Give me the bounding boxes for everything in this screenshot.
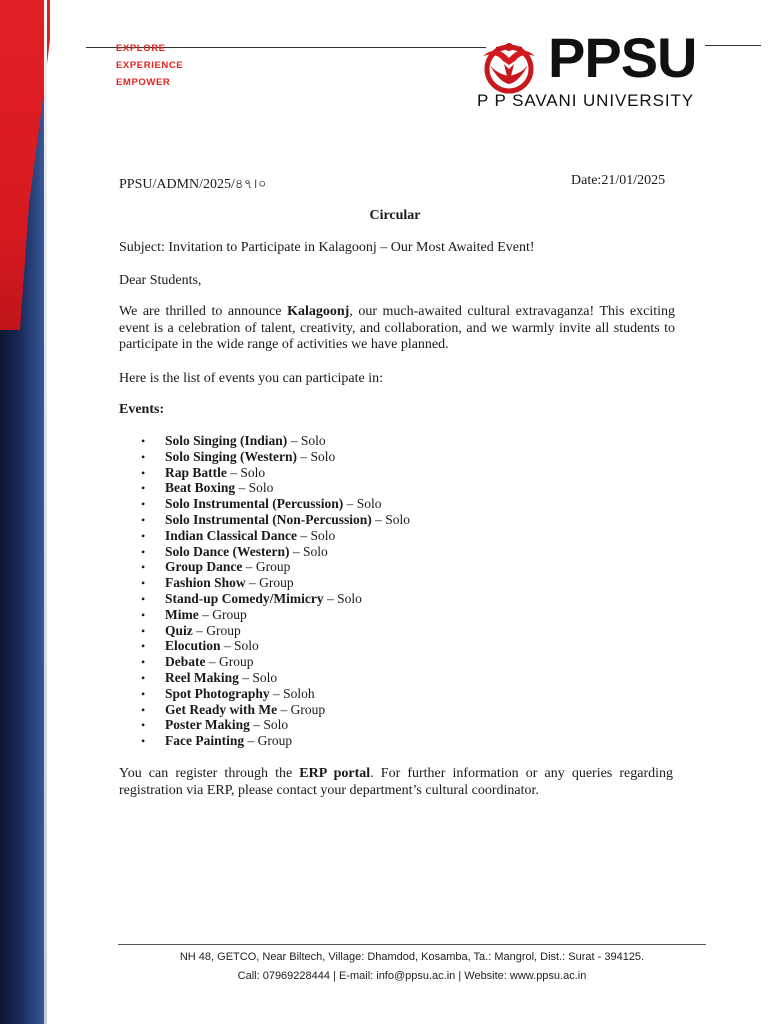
list-item: • Beat Boxing – Solo [141,480,274,496]
list-item: • Poster Making – Solo [141,717,289,733]
band-edge [44,0,47,1024]
list-item: • Rap Battle – Solo [141,464,266,480]
list-item: • Debate – Group [141,654,254,670]
list-item: • Solo Instrumental (Non-Percussion) – Solo [141,511,411,527]
tagline-experience: EXPERIENCE [116,60,184,71]
circular-title: Circular [369,208,421,223]
list-item: • Solo Singing (Western) – Solo [141,448,336,464]
tagline-explore: EXPLORE [116,43,166,54]
intro-paragraph: We are thrilled to announce Kalagoonj, our much-awaited cultural extravaganza! This exciting event is a celebration of talent, creativity, and collaboration, and we warmly invite all students to participate in the wide range of activities we have planned. [119,304,675,352]
ppsu-emblem-icon [477,38,541,94]
greeting: Dear Students, [119,273,202,288]
list-intro: Here is the list of events you can participate in: [119,371,383,386]
erp-portal-reference: ERP portal [299,766,371,781]
university-name: P P SAVANI UNIVERSITY [477,91,694,110]
event-name-kalagoonj: Kalagoonj [287,304,350,319]
list-item: • Solo Dance (Western) – Solo [141,543,328,559]
footer-rule [118,944,706,945]
events-list [141,433,410,749]
list-item: • Mime – Group [141,606,247,622]
list-item: • Elocution – Solo [141,638,259,654]
footer-address: NH 48, GETCO, Near Biltech, Village: Dhamdod, Kosamba, Ta.: Mangrol, Dist.: Surat - 394125. [179,951,645,963]
reference-handwritten-number: ৪৭।০ [234,177,267,192]
list-item: • Solo Instrumental (Percussion) – Solo [141,496,382,512]
reference-number [119,175,267,196]
list-item: • Solo Singing (Indian) – Solo [141,433,326,448]
list-item: • Stand-up Comedy/Mimicry – Solo [141,590,362,606]
list-item: • Fashion Show – Group [141,575,294,591]
list-item: • Spot Photography – Soloh [141,685,315,701]
reference-prefix: PPSU/ADMN/2025/ [119,177,235,192]
list-item: • Reel Making – Solo [141,669,278,685]
tagline-empower: EMPOWER [116,77,171,88]
circular-date: Date:21/01/2025 [571,173,666,188]
logo-wordmark: PPSU [548,26,697,89]
footer-contact: Call: 07969228444 | E-mail: info@ppsu.ac.in | Website: www.ppsu.ac.in [237,970,587,982]
list-item: • Quiz – Group [141,622,241,638]
list-item: • Get Ready with Me – Group [141,701,326,717]
list-item: • Face Painting – Group [141,733,293,749]
subject-line: Subject: Invitation to Participate in Kalagoonj – Our Most Awaited Event! [119,240,535,255]
events-heading: Events: [119,402,165,417]
closing-paragraph: You can register through the ERP portal. For further information or any queries regarding registration via ERP, please contact your department’s cultural coordinator. [119,766,673,798]
header-rule-right [705,45,761,46]
list-item: • Group Dance – Group [141,559,291,575]
list-item: • Indian Classical Dance – Solo [141,527,336,543]
